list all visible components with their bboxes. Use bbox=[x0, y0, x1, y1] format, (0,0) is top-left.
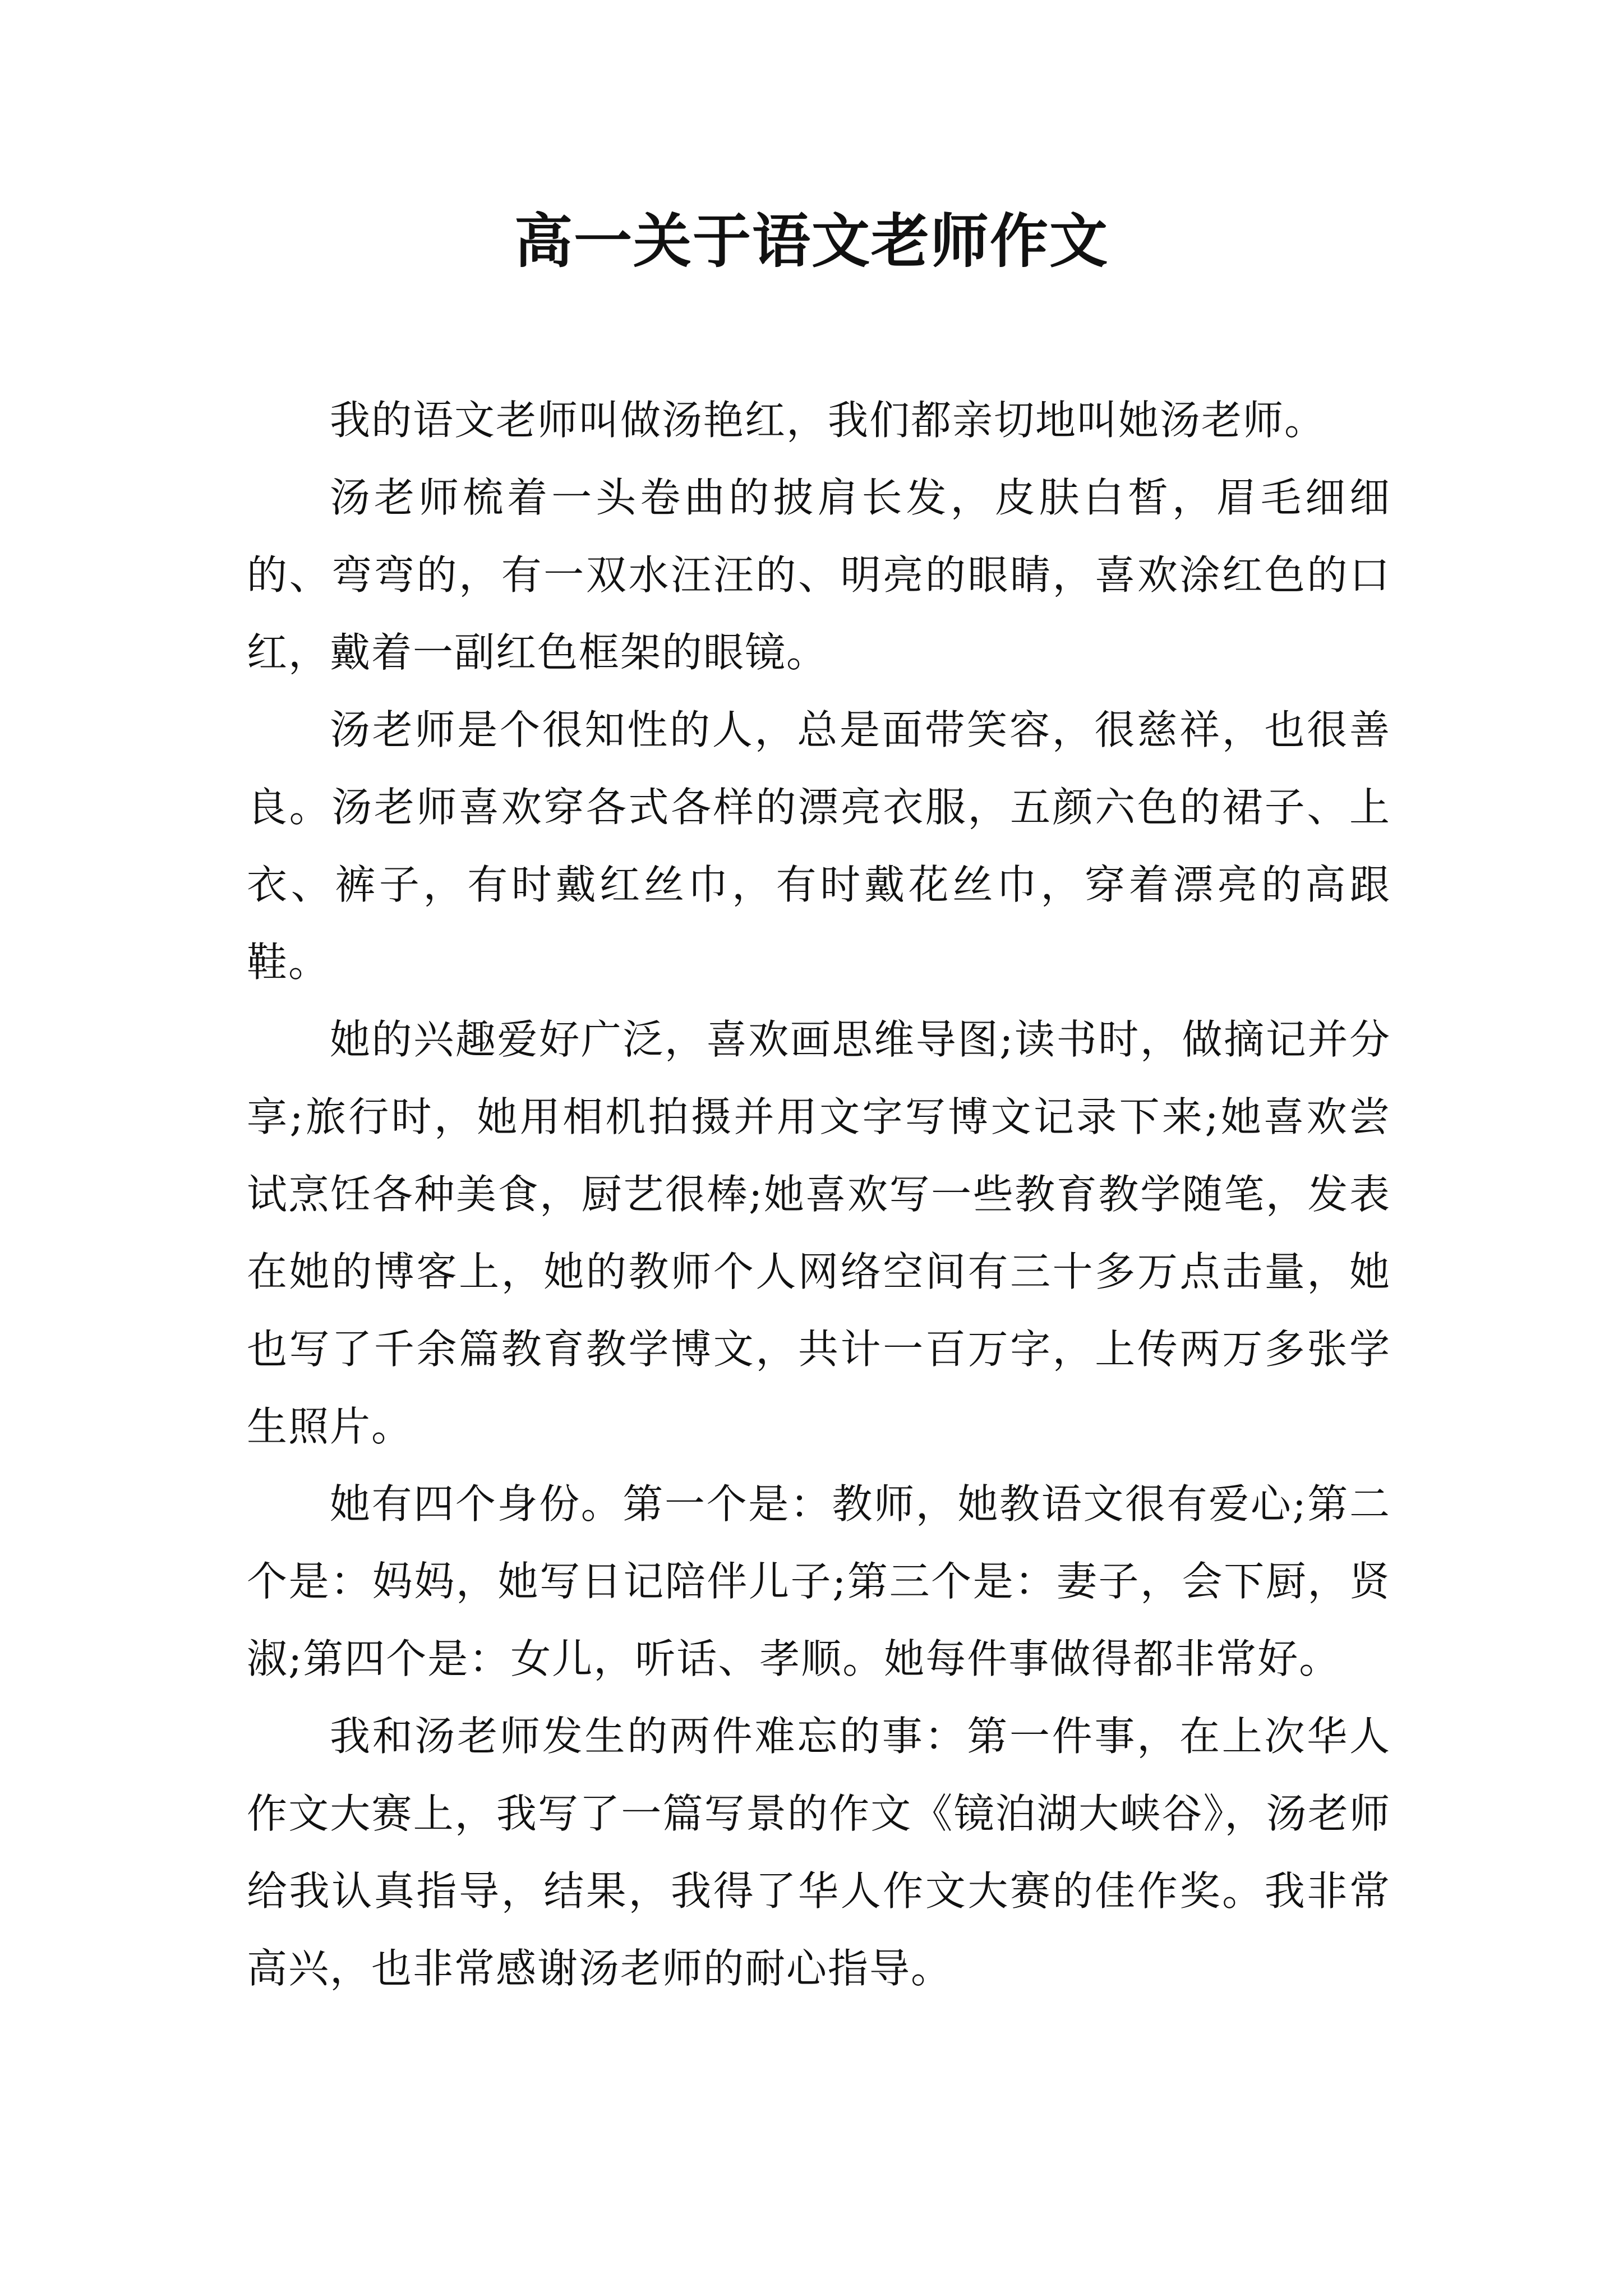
paragraph-6: 我和汤老师发生的两件难忘的事：第一件事，在上次华人作文大赛上，我写了一篇写景的作文《镜泊湖大峡谷》，汤老师给我认真指导，结果，我得了华人作文大赛的佳作奖。我非常高兴，也非常感谢汤老师的耐心指导。 bbox=[247, 1713, 1391, 1992]
document-body bbox=[247, 381, 1391, 2007]
paragraph-4: 她的兴趣爱好广泛，喜欢画思维导图;读书时，做摘记并分享;旅行时，她用相机拍摄并用文字写博文记录下来;她喜欢尝试烹饪各种美食，厨艺很棒;她喜欢写一些教育教学随笔，发表在她的博客上，她的教师个人网络空间有三十多万点击量，她也写了千余篇教育教学博文，共计一百万字，上传两万多张学生照片。 bbox=[247, 1016, 1391, 1450]
paragraph-1: 我的语文老师叫做汤艳红，我们都亲切地叫她汤老师。 bbox=[330, 397, 1326, 444]
paragraph-5: 她有四个身份。第一个是：教师，她教语文很有爱心;第二个是：妈妈，她写日记陪伴儿子;第三个是：妻子，会下厨，贤淑;第四个是：女儿，听话、孝顺。她每件事做得都非常好。 bbox=[247, 1480, 1391, 1682]
paragraph-3: 汤老师是个很知性的人，总是面带笑容，很慈祥，也很善良。汤老师喜欢穿各式各样的漂亮衣服，五颜六色的裙子、上衣、裤子，有时戴红丝巾，有时戴花丝巾，穿着漂亮的高跟鞋。 bbox=[247, 706, 1391, 986]
document-title: 高一关于语文老师作文 bbox=[514, 206, 1109, 275]
paragraph-2: 汤老师梳着一头卷曲的披肩长发，皮肤白皙，眉毛细细的、弯弯的，有一双水汪汪的、明亮的眼睛，喜欢涂红色的口红，戴着一副红色框架的眼镜。 bbox=[247, 474, 1391, 676]
